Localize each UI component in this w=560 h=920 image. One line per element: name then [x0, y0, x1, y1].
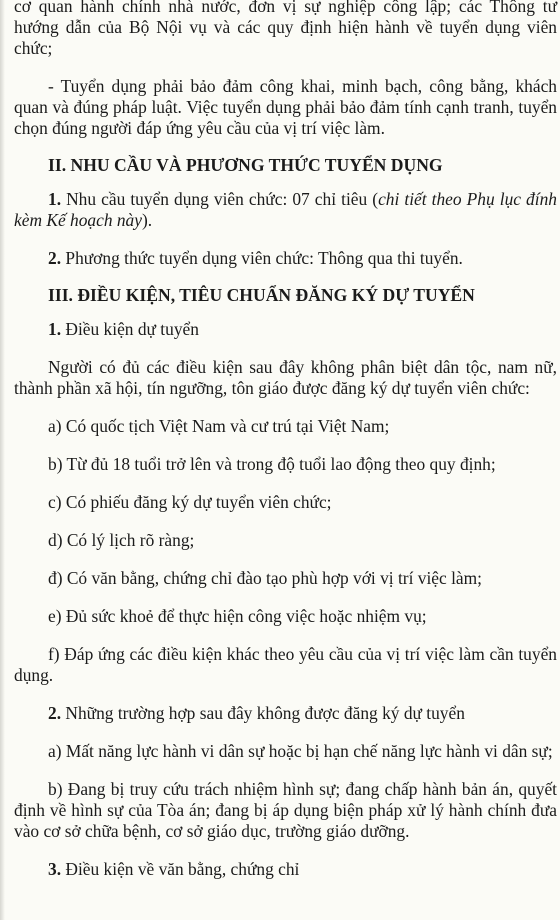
item-text-end: ). [141, 210, 153, 230]
list-item-f: f) Đáp ứng các điều kiện khác theo yêu cầu của vị trí việc làm cần tuyển dụng. [14, 644, 557, 685]
item-text: Những trường hợp sau đây không được đăng ký dự tuyển [61, 703, 465, 723]
exclusion-item-b: b) Đang bị truy cứu trách nhiệm hình sự; đang chấp hành bản án, quyết định về hình sự của Tòa án; đang bị áp dụng biện pháp xử lý hành chính đưa vào cơ sở chữa bệnh, cơ sở giáo dục, trường giáo dưỡng. [14, 779, 557, 841]
item-text: Điều kiện về văn bằng, chứng chỉ [61, 859, 300, 879]
list-item-dd: đ) Có văn bằng, chứng chỉ đào tạo phù hợp với vị trí việc làm; [48, 568, 482, 588]
item-number: 3. [48, 859, 62, 879]
subheading-qualifications [14, 859, 557, 880]
subheading-exclusions [14, 703, 557, 724]
paragraph-principle: - Tuyển dụng phải bảo đảm công khai, minh bạch, công bằng, khách quan và đúng pháp luật. Việc tuyển dụng phải bảo đảm tính cạnh tranh, tuyển chọn đúng người đáp ứng yêu cầu của vị trí việc làm. [14, 76, 557, 138]
item-text: Điều kiện dự tuyển [61, 319, 199, 339]
subheading-conditions [14, 319, 557, 340]
item-italic-note: chi tiết theo Phụ lục đính kèm Kế hoạch này [14, 189, 557, 230]
list-item-e: e) Đủ sức khoẻ để thực hiện công việc hoặc nhiệm vụ; [48, 606, 427, 626]
section-heading-iii: III. ĐIỀU KIỆN, TIÊU CHUẨN ĐĂNG KÝ DỰ TUYỂN [48, 285, 475, 305]
item-number: 1. [48, 319, 62, 339]
list-item-b: b) Từ đủ 18 tuổi trở lên và trong độ tuổi lao động theo quy định; [48, 454, 496, 474]
list-item-d: d) Có lý lịch rõ ràng; [48, 530, 195, 550]
item-recruitment-method [14, 248, 557, 269]
list-item-a: a) Có quốc tịch Việt Nam và cư trú tại Việt Nam; [48, 416, 390, 436]
page-edge-shadow [0, 0, 5, 920]
item-text: Nhu cầu tuyển dụng viên chức: 07 chỉ tiêu ( [61, 189, 379, 209]
section-heading-ii: II. NHU CẦU VÀ PHƯƠNG THỨC TUYỂN DỤNG [48, 155, 443, 175]
item-text: Phương thức tuyển dụng viên chức: Thông qua thi tuyển. [61, 248, 463, 268]
item-number: 1. [48, 189, 62, 209]
item-recruitment-need [14, 189, 557, 231]
item-number: 2. [48, 248, 62, 268]
list-item-c: c) Có phiếu đăng ký dự tuyển viên chức; [48, 492, 332, 512]
paragraph-eligibility: Người có đủ các điều kiện sau đây không phân biệt dân tộc, nam nữ, thành phần xã hội, tín ngưỡng, tôn giáo được đăng ký dự tuyển viên chức: [14, 357, 557, 398]
item-number: 2. [48, 703, 62, 723]
exclusion-item-a: a) Mất năng lực hành vi dân sự hoặc bị hạn chế năng lực hành vi dân sự; [48, 741, 553, 761]
paragraph-continuation: cơ quan hành chính nhà nước, đơn vị sự nghiệp công lập; các Thông tư hướng dẫn của Bộ Nội vụ và các quy định hiện hành về tuyển dụng viên chức; [14, 0, 557, 58]
